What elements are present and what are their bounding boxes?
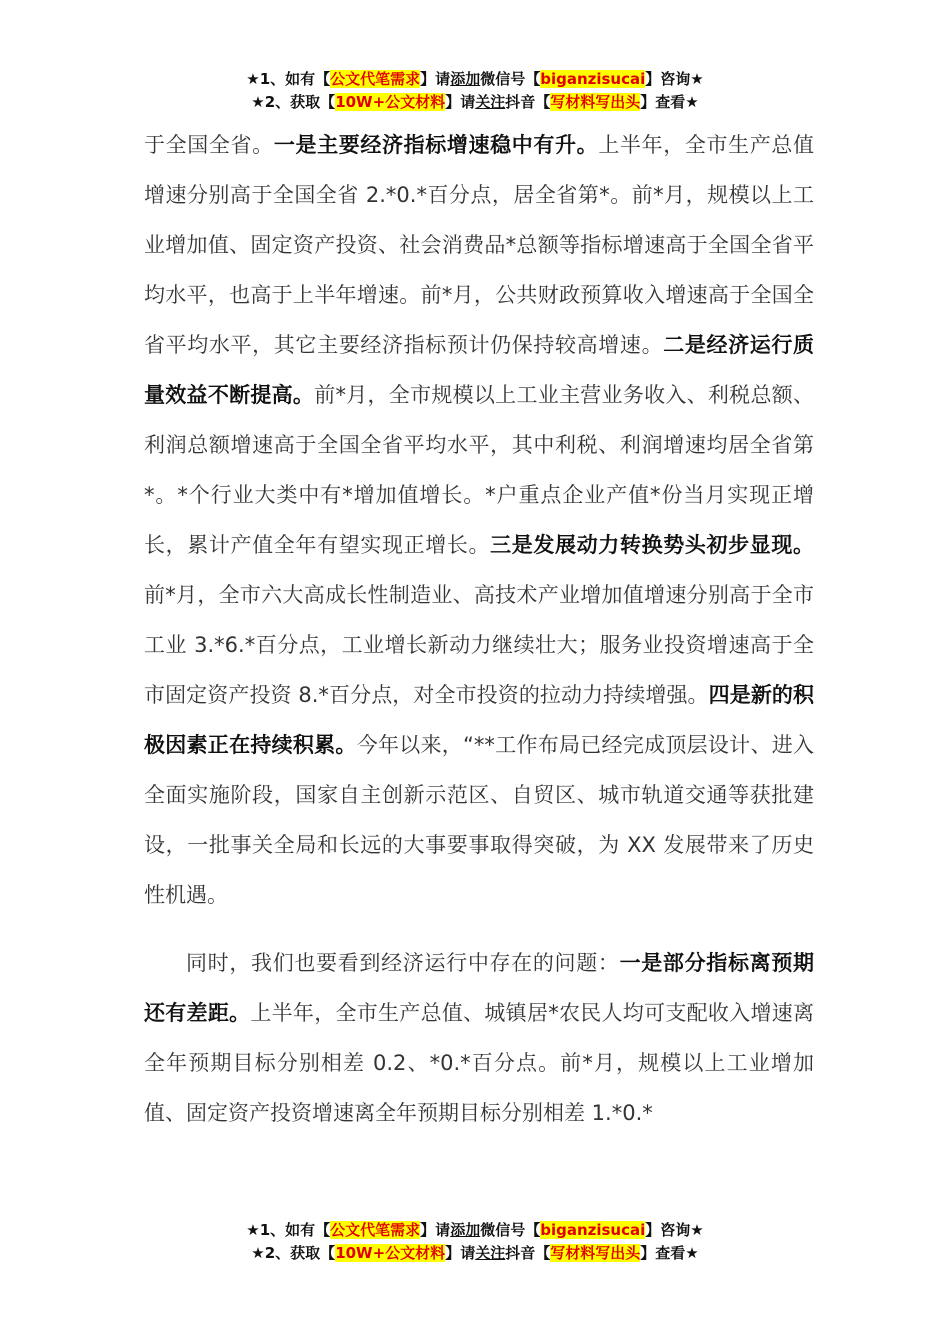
banner-underlined-text: 添加 xyxy=(450,70,481,88)
banner-text: 】请 xyxy=(420,70,451,88)
banner-text: ★1、如有【 xyxy=(246,70,331,88)
banner-line-2 xyxy=(0,1242,950,1265)
body-text: 今年以来，“**工作布局已经完成顶层设计、进入全面实施阶段，国家自主创新示范区、自贸区、城市轨道交通等获批建设，一批事关全局和长远的大事要事取得突破，为 XX 发展带来了历史性机遇。 xyxy=(144,733,814,907)
banner-text: 抖音【 xyxy=(505,93,551,111)
banner-underlined-text: 添加 xyxy=(450,1221,481,1239)
bold-heading: 一是主要经济指标增速稳中有升。 xyxy=(273,133,599,157)
bold-heading: 三是发展动力转换势头初步显现。 xyxy=(490,533,815,557)
banner-line-2 xyxy=(0,91,950,114)
banner-highlight: 公文代笔需求 xyxy=(330,1221,421,1239)
banner-text: 】请 xyxy=(445,93,476,111)
banner-text: ★2、获取【 xyxy=(251,93,336,111)
banner-text: ★1、如有【 xyxy=(246,1221,331,1239)
bold-heading: 四是新的积极因素正在持续积累。 xyxy=(144,683,814,757)
body-text: 前*月，全市规模以上工业主营业务收入、利税总额、利润总额增速高于全国全省平均水平，其中利税、利润增速均居全省第*。*个行业大类中有*增加值增长。*户重点企业产值*份当月实现正增长，累计产值全年有望实现正增长。 xyxy=(144,383,815,557)
banner-text: 】咨询★ xyxy=(645,70,704,88)
banner-text: 微信号【 xyxy=(480,1221,541,1239)
body-text: 上半年，全市生产总值、城镇居*农民人均可支配收入增速离全年预期目标分别相差 0.2、*0.*百分点。前*月，规模以上工业增加值、固定资产投资增速离全年预期目标分别相差 1.*0.* xyxy=(144,1001,815,1125)
body-text: 于全国全省。 xyxy=(144,133,274,157)
banner-text: 】咨询★ xyxy=(645,1221,704,1239)
banner-highlight: 10W+公文材料 xyxy=(335,93,446,111)
banner-text: 】请 xyxy=(445,1244,476,1262)
header-banner xyxy=(0,68,950,114)
banner-highlight: 10W+公文材料 xyxy=(335,1244,446,1262)
paragraph-problems xyxy=(144,938,814,1138)
banner-text: 微信号【 xyxy=(480,70,541,88)
banner-text: 】查看★ xyxy=(640,1244,699,1262)
body-text: 同时，我们也要看到经济运行中存在的问题： xyxy=(186,951,620,975)
banner-line-1 xyxy=(0,68,950,91)
bold-heading: 一是部分指标离预期还有差距。 xyxy=(144,951,815,1025)
banner-line-1 xyxy=(0,1219,950,1242)
banner-text: 】查看★ xyxy=(640,93,699,111)
banner-underlined-text: 关注 xyxy=(475,93,506,111)
banner-wechat-id: biganzisucai xyxy=(540,1221,646,1239)
document-body xyxy=(144,120,814,1138)
banner-text: ★2、获取【 xyxy=(251,1244,336,1262)
paragraph-economic-performance xyxy=(144,120,814,920)
footer-banner xyxy=(0,1219,950,1265)
banner-douyin-id: 写材料写出头 xyxy=(550,1244,641,1262)
banner-text: 抖音【 xyxy=(505,1244,551,1262)
body-text: 上半年，全市生产总值增速分别高于全国全省 2.*0.*百分点，居全省第*。前*月，规模以上工业增加值、固定资产投资、社会消费品*总额等指标增速高于全国全省平均水平，也高于上半年增速。前*月，公共财政预算收入增速高于全国全省平均水平，其它主要经济指标预计仍保持较高增速。 xyxy=(144,133,815,357)
banner-text: 】请 xyxy=(420,1221,451,1239)
banner-underlined-text: 关注 xyxy=(475,1244,506,1262)
banner-highlight: 公文代笔需求 xyxy=(330,70,421,88)
banner-wechat-id: biganzisucai xyxy=(540,70,646,88)
bold-heading: 二是经济运行质量效益不断提高。 xyxy=(144,333,815,407)
body-text: 前*月，全市六大高成长性制造业、高技术产业增加值增速分别高于全市工业 3.*6.*百分点，工业增长新动力继续壮大；服务业投资增速高于全市固定资产投资 8.*百分点，对全市投资的拉动力持续增强。 xyxy=(144,583,814,707)
banner-douyin-id: 写材料写出头 xyxy=(550,93,641,111)
